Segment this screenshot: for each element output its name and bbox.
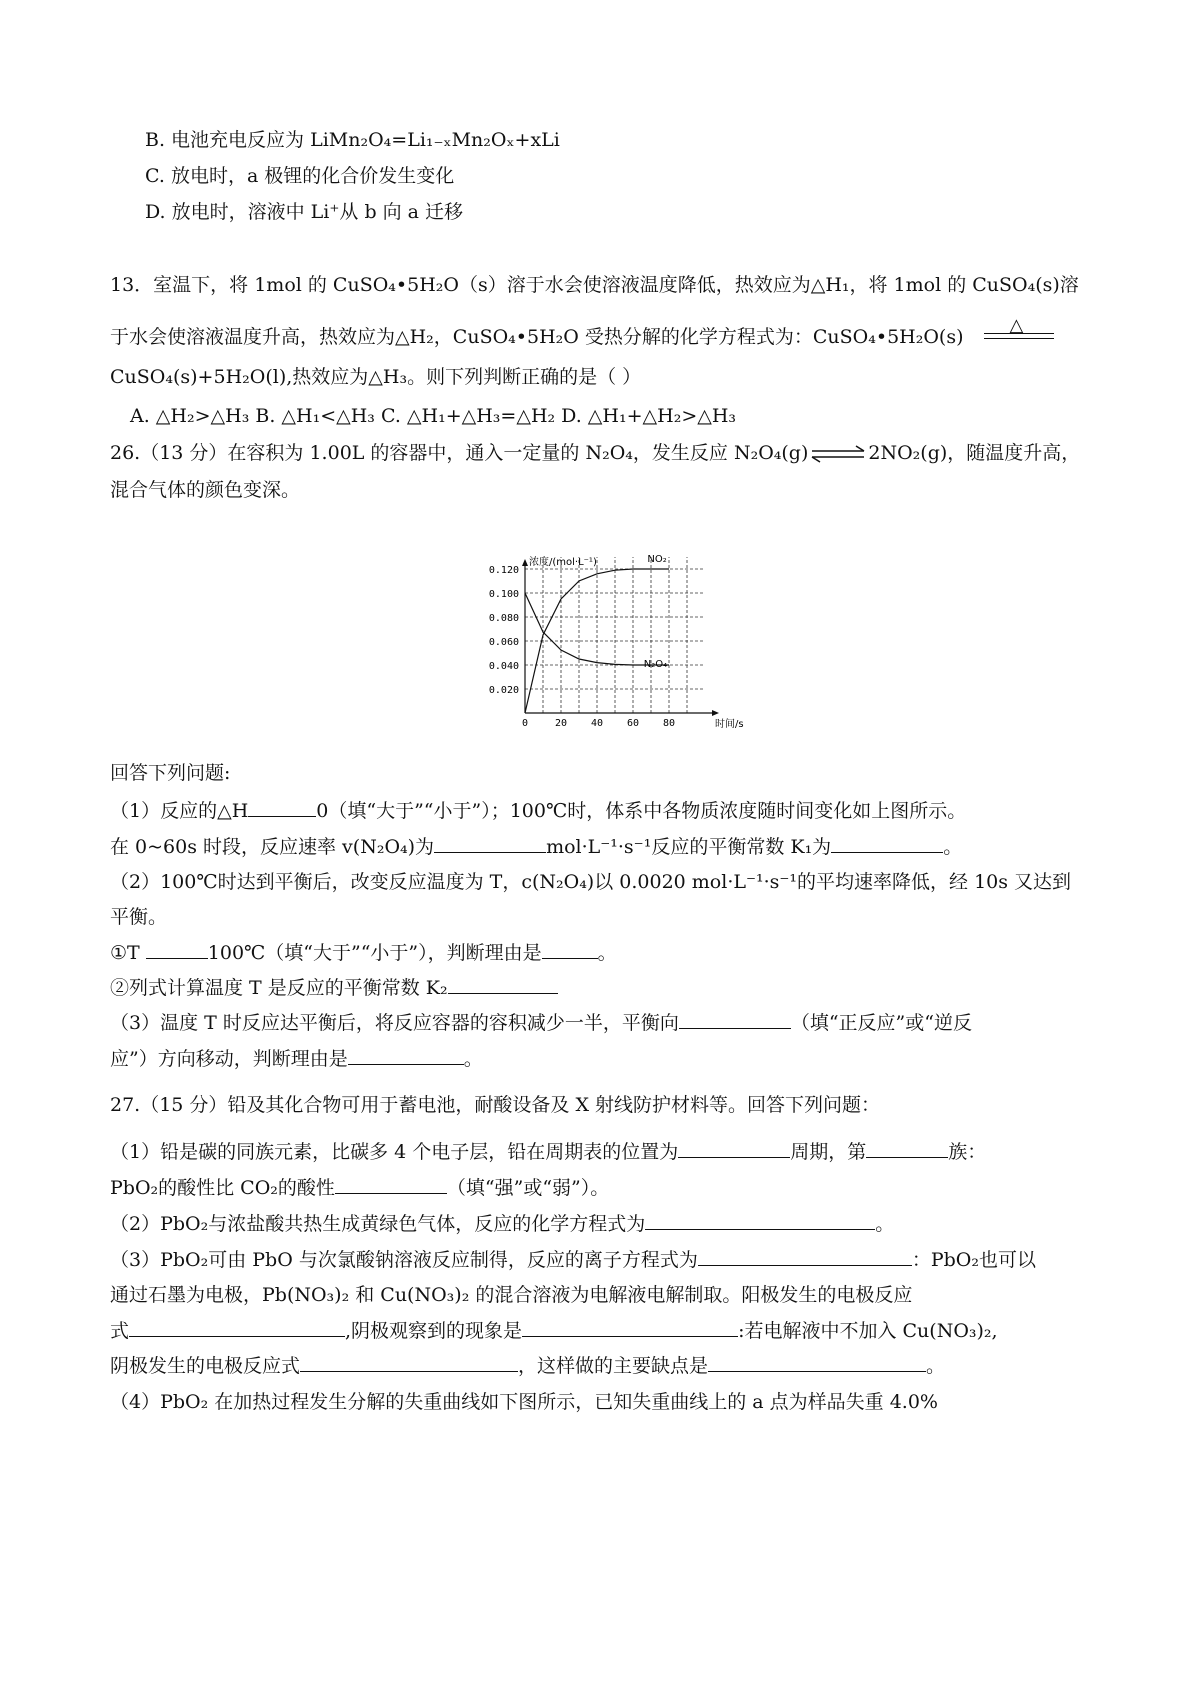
q27-line-1: 27.（15 分）铅及其化合物可用于蓄电池，耐酸设备及 X 射线防护材料等。回答下列问题： — [110, 1094, 881, 1116]
q26-line-1a: 26.（13 分）在容积为 1.00L 的容器中，通入一定量的 N₂O₄，发生反应 N₂O₄(g) — [110, 442, 809, 464]
answer-blank[interactable] — [645, 1211, 875, 1230]
q26-p7b: （填“正反应”或“逆反 — [790, 1012, 972, 1034]
q26-p6: ②列式计算温度 T 是反应的平衡常数 K₂ — [110, 977, 448, 999]
q13-line-1: 13．室温下，将 1mol 的 CuSO₄•5H₂O（s）溶于水会使溶液温度降低，热效应为△H₁，将 1mol 的 CuSO₄(s)溶 — [110, 274, 1079, 296]
x-axis-arrow-icon — [712, 710, 719, 716]
answer-blank[interactable] — [542, 940, 598, 959]
q27-line-2 — [110, 1139, 986, 1165]
q27-l5b: ：PbO₂也可以 — [911, 1249, 1036, 1271]
q26-p2a: 在 0~60s 时段，反应速率 v(N₂O₄)为 — [110, 836, 435, 858]
q27-l4a: （2）PbO₂与浓盐酸共热生成黄绿色气体，反应的化学方程式为 — [110, 1213, 646, 1235]
q26-p8a: 应”）方向移动，判断理由是 — [110, 1048, 348, 1070]
q13-line-2 — [110, 315, 1054, 351]
q26-line-1 — [110, 440, 1080, 466]
q26-p5a: ①T — [110, 942, 140, 964]
q27-l8b: ，这样做的主要缺点是 — [518, 1355, 709, 1377]
q26-part1-line — [110, 798, 966, 824]
q27-l3b: （填“强”或“弱”）。 — [446, 1177, 610, 1199]
q12-option-c: C. 放电时，a 极锂的化合价发生变化 — [145, 165, 455, 187]
q26-p2c: 。 — [943, 836, 963, 858]
q27-l8a: 阴极发生的电极反应式 — [110, 1355, 301, 1377]
y-tick-label: 0.100 — [488, 589, 519, 600]
y-tick-label: 0.120 — [488, 565, 519, 576]
q27-line-6: 通过石墨为电极，Pb(NO₃)₂ 和 Cu(NO₃)₂ 的混合溶液为电解液电解制取。阳极发生的电极反应 — [110, 1284, 913, 1306]
q27-line-9: （4）PbO₂ 在加热过程发生分解的失重曲线如下图所示，已知失重曲线上的 a 点为样品失重 4.0% — [110, 1391, 938, 1413]
q27-l8c: 。 — [926, 1355, 946, 1377]
q26-line-1b: 2NO₂(g)，随温度升高， — [868, 442, 1081, 464]
answer-blank[interactable] — [679, 1010, 791, 1029]
y-axis-label: 浓度/(mol·L⁻¹) — [529, 557, 597, 568]
q13-line-2-text: 于水会使溶液温度升高，热效应为△H₂，CuSO₄•5H₂O 受热分解的化学方程式为：CuSO₄•5H₂O(s) — [110, 326, 964, 348]
answer-blank[interactable] — [866, 1139, 948, 1158]
q27-line-7 — [110, 1318, 998, 1344]
y-tick-label: 0.020 — [488, 685, 519, 696]
q26-part3-line-2 — [110, 1046, 483, 1072]
q26-part2-sub2 — [110, 975, 558, 1001]
series-label-no2: NO₂ — [647, 554, 667, 566]
q13-options: A. △H₂>△H₃ B. △H₁<△H₃ C. △H₁+△H₃=△H₂ D. △H₁+△H₂>△H₃ — [130, 405, 737, 427]
q13-line-3: CuSO₄(s)+5H₂O(l),热效应为△H₃。则下列判断正确的是（ ） — [110, 366, 642, 388]
q26-p1b: 0（填“大于”“小于”）；100℃时，体系中各物质浓度随时间变化如上图所示。 — [316, 800, 967, 822]
x-axis-label: 时间/s — [715, 719, 744, 730]
q27-l4b: 。 — [875, 1213, 895, 1235]
q27-l5a: （3）PbO₂可由 PbO 与次氯酸钠溶液反应制得，反应的离子方程式为 — [110, 1249, 698, 1271]
answer-blank[interactable] — [434, 834, 546, 853]
q27-l7c: :若电解液中不加入 Cu(NO₃)₂, — [738, 1320, 998, 1342]
answer-blank[interactable] — [146, 940, 208, 959]
y-tick-label: 0.080 — [488, 613, 519, 624]
answer-blank[interactable] — [678, 1139, 790, 1158]
q26-p1a: （1）反应的△H — [110, 800, 249, 822]
q27-l2a: （1）铅是碳的同族元素，比碳多 4 个电子层，铅在周期表的位置为 — [110, 1141, 679, 1163]
y-axis-arrow-icon — [522, 559, 528, 566]
reversible-arrow-icon — [808, 443, 868, 465]
q26-p5b: 100℃（填“大于”“小于”），判断理由是 — [207, 942, 542, 964]
answer-blank[interactable] — [129, 1318, 345, 1337]
answer-blank[interactable] — [248, 798, 316, 817]
heat-triangle-label: △ — [1009, 315, 1024, 336]
q26-p5c: 。 — [597, 942, 617, 964]
q12-option-d: D. 放电时，溶液中 Li⁺从 b 向 a 迁移 — [145, 201, 464, 223]
q26-p7a: （3）温度 T 时反应达平衡后，将反应容器的容积减少一半，平衡向 — [110, 1012, 679, 1034]
q27-l7b: ,阴极观察到的现象是 — [345, 1320, 523, 1342]
x-tick-label: 20 — [554, 718, 568, 729]
y-tick-label: 0.060 — [488, 637, 519, 648]
q26-p2b: mol·L⁻¹·s⁻¹反应的平衡常数 K₁为 — [546, 836, 832, 858]
x-tick-label: 80 — [662, 718, 676, 729]
answer-blank[interactable] — [698, 1247, 912, 1266]
x-tick-label: 40 — [590, 718, 604, 729]
q27-l2b: 周期，第 — [790, 1141, 867, 1163]
concentration-time-chart — [465, 553, 744, 730]
q27-line-3 — [110, 1175, 609, 1201]
answer-blank[interactable] — [522, 1318, 738, 1337]
q26-part1-line-2 — [110, 834, 962, 860]
q27-l7a: 式 — [110, 1320, 130, 1342]
q26-p8b: 。 — [463, 1048, 483, 1070]
q27-line-4 — [110, 1211, 894, 1237]
q27-l3a: PbO₂的酸性比 CO₂的酸性 — [110, 1177, 335, 1199]
q26-line-2: 混合气体的颜色变深。 — [110, 479, 301, 501]
q27-line-8 — [110, 1353, 945, 1379]
answer-blank[interactable] — [348, 1046, 464, 1065]
answer-blank[interactable] — [300, 1353, 518, 1372]
q27-line-5 — [110, 1247, 1036, 1273]
series-label-n2o4: N₂O₄ — [643, 659, 668, 670]
x-tick-label: 0 — [521, 718, 529, 729]
q26-part2-line-1: （2）100℃时达到平衡后，改变反应温度为 T，c(N₂O₄)以 0.0020 mol·L⁻¹·s⁻¹的平均速率降低，经 10s 又达到 — [110, 871, 1072, 893]
answer-blank[interactable] — [831, 834, 943, 853]
q26-part2-line-2: 平衡。 — [110, 906, 168, 928]
q26-part2-sub1 — [110, 940, 617, 966]
y-tick-label: 0.040 — [488, 661, 519, 672]
heat-condition-equals — [984, 315, 1054, 351]
answer-blank[interactable] — [708, 1353, 926, 1372]
q27-l2c: 族： — [948, 1141, 987, 1163]
q26-part3-line-1 — [110, 1010, 972, 1036]
answer-blank[interactable] — [335, 1175, 447, 1194]
x-tick-label: 60 — [626, 718, 640, 729]
q12-option-b: B. 电池充电反应为 LiMn₂O₄=Li₁₋ₓMn₂Oₓ+xLi — [145, 129, 560, 151]
q26-answer-intro: 回答下列问题: — [110, 762, 231, 784]
answer-blank[interactable] — [448, 975, 558, 994]
